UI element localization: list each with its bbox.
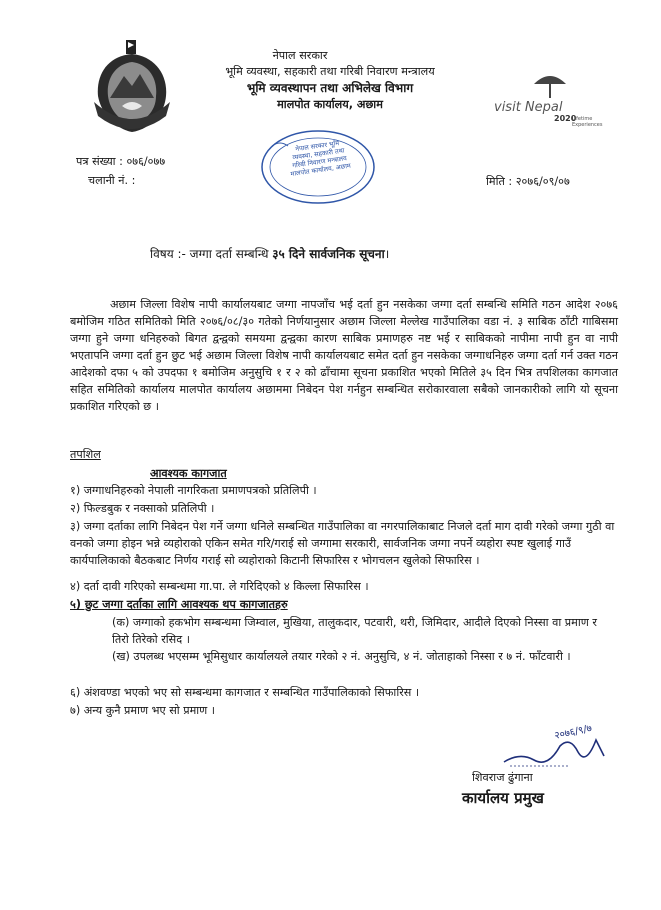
header-office: मालपोत कार्यालय, अछाम [277,98,383,111]
letter-date: मिति : २०७६/०९/०७ [486,175,570,188]
signer-name: शिवराज ढुंगाना [472,771,533,784]
list-item: २) फिल्डबुक र नक्साको प्रतिलिपी । [70,502,215,515]
signature-handwritten-date: २०७६/९/७ [553,723,593,742]
sub-list-item: (ख) उपलब्ध भएसम्म भूमिसुधार कार्यालयले तयार गरेको २ नं. अनुसुचि, ४ नं. जोताहाको निस्सा र ७ नं. फाँटवारी । [112,650,571,663]
subject-prefix: विषय :- जग्गा दर्ता सम्बन्धि [150,247,273,261]
list-item: ४) दर्ता दावी गरिएको सम्बन्धमा गा.पा. ले गरिदिएको ४ किल्ला सिफारिस । [70,580,369,593]
subject-suffix: । [384,247,390,261]
subject-emphasis: ३५ दिने सार्वजनिक सूचना [272,247,385,261]
visit-nepal-text: visit Nepal [494,100,563,115]
list-item: ३) जग्गा दर्ताका लागि निबेदन पेश गर्ने जग्गा धनिले सम्बन्धित गाउँपालिका वा नगरपालिकाबाट निजले दर्ता माग दावी गरेको जग्गा गुठी वा वनको जग्गा होइन भन्ने व्यहोराको एकिन समेत गरि/गराई सो जग्गामा सरकारी, सार्वजनिक जग्गा नपर्ने व्यहोरा स्पष्ट खुलाई गाउँ कार्यपालिकाको बैठकबाट निर्णय गराई सो व्यहोराको किटानी सिफारिस र भोगचलन खुलेको सिफारिस । [70,520,615,567]
notice-body: अछाम जिल्ला विशेष नापी कार्यालयबाट जग्गा नापजाँच भई दर्ता हुन नसकेका जग्गा दर्ता सम्बन्धि समिति गठन आदेश २०७६ बमोजिम गठित समितिको मिति २०७६/०८/३० गतेको निर्णयानुसार अछाम जिल्ला मेल्लेख गाउँपालिका वडा नं. ३ साबिक ठाँटी गाबिसमा जग्गा हुने जग्गा धनिहरुको बिगत द्वन्द्वको समयमा द्वन्द्वका कारण साबिक प्रमाणहरु नष्ट भई र साबिकको नापीमा नापी हुन वा नापी भएतापनि जग्गा दर्ता हुन छुट भई अछाम जिल्ला विशेष नापी कार्यालयबाट समेत दर्ता हुन नसकेका जग्गाधनिहरु जग्गा दर्ता गर्न उक्त गठन आदेशको दफा ५ को उपदफा १ बमोजिम अनुसुचि १ र २ को ढाँचामा सूचना प्रकाशित भएको मितिले ३५ दिन भित्र तपशिलका कागजात सहित समितिको कार्यालय मालपोत कार्यालय अछाममा निबेदन पेश गर्नहुन सम्बन्धित सरोकारवाला सबैको जानकारीको लागि यो सूचना प्रकाशित गरिएको छ । [70,298,618,413]
signer-title: कार्यालय प्रमुख [462,789,544,807]
list-item: ६) अंशवण्डा भएको भए सो सम्बन्धमा कागजात र सम्बन्धित गाउँपालिकाको सिफारिस । [70,686,420,699]
required-documents-heading: आवश्यक कागजात [150,467,227,480]
list-item: ७) अन्य कुनै प्रमाण भए सो प्रमाण । [70,704,216,717]
list-item: १) जग्गाधनिहरुको नेपाली नागरिकता प्रमाणपत्रको प्रतिलिपी । [70,484,317,497]
header-ministry: भूमि व्यवस्था, सहकारी तथा गरिबी निवारण मन्त्रालय [225,65,435,78]
header-government: नेपाल सरकार [272,49,328,62]
visit-nepal-tagline: Lifetime Experiences [572,116,603,128]
list-item-heading: ५) छुट जग्गा दर्ताका लागि आवश्यक थप कागजातहरु [70,598,288,611]
dispatch-number: चलानी नं. : [88,174,136,187]
details-heading: तपशिल [70,448,101,461]
stamp-text: नेपाल सरकार भूमि व्यवस्था, सहकारी तथा गरिबी निवारण मन्त्रालय मालपोत कार्यालय, अछाम [290,139,352,179]
umbrella-icon [532,70,568,100]
office-stamp [258,128,378,206]
letter-number: पत्र संख्या : ०७६/०७७ [76,155,166,168]
visit-nepal-year: 2020 [554,114,577,123]
sub-list-item: (क) जग्गाको हकभोग सम्बन्धमा जिम्वाल, मुखिया, तालुकदार, पटवारी, थरी, जिमिदार, आदीले दिएको निस्सा वा प्रमाण र तिरो तिरेको रसिद । [112,616,597,646]
letterhead [170,48,490,113]
header-department: भूमि व्यवस्थापन तथा अभिलेख विभाग [246,81,414,95]
subject-line [150,246,570,263]
visit-nepal-2020-logo [494,70,604,128]
